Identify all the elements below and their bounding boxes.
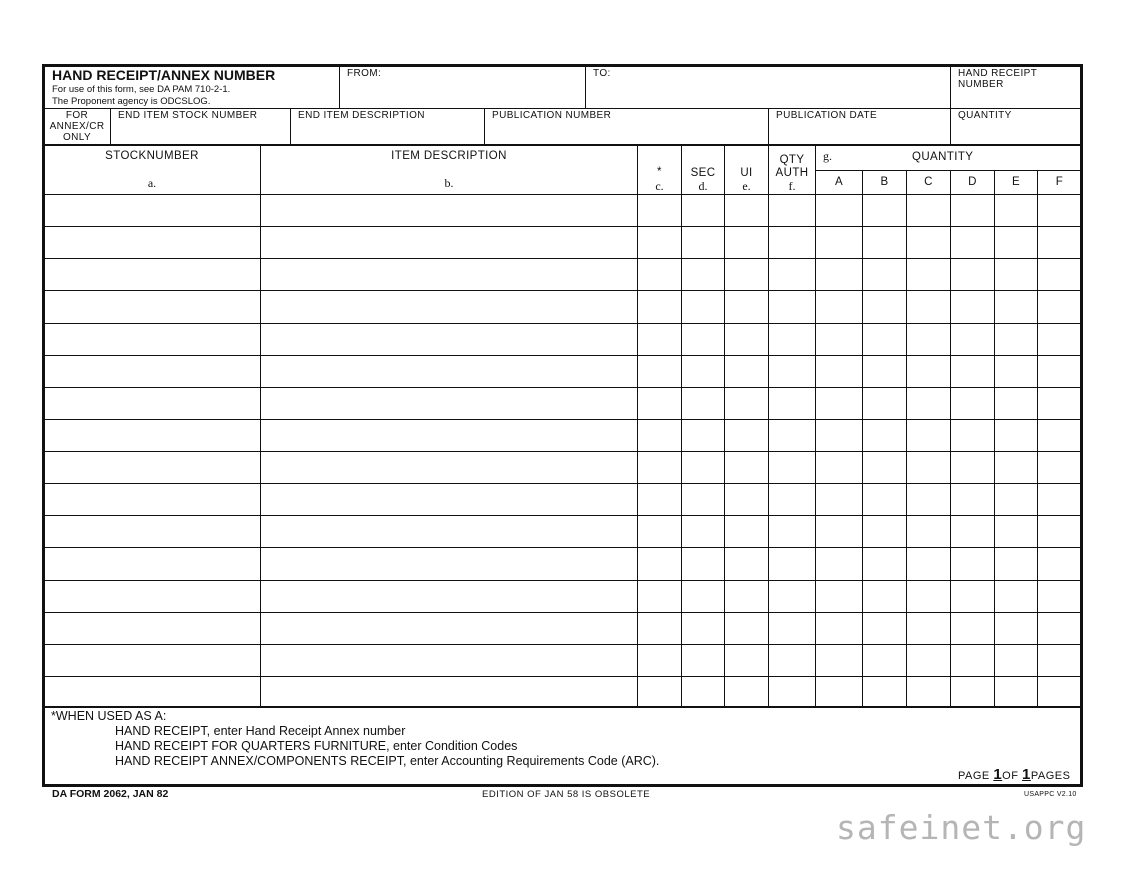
ui-cell[interactable] — [726, 357, 767, 385]
qty-a-cell[interactable] — [817, 196, 861, 224]
star-cell[interactable] — [639, 678, 680, 706]
star-cell[interactable] — [639, 260, 680, 288]
pages-word: PAGES — [1030, 770, 1071, 782]
stock-number-cell[interactable] — [45, 646, 259, 674]
page-total[interactable]: 1 — [1022, 766, 1031, 783]
ui-cell[interactable] — [726, 549, 767, 577]
qty-auth-cell[interactable] — [770, 389, 814, 417]
star-cell[interactable] — [639, 582, 680, 610]
qty-d-cell[interactable] — [952, 517, 993, 545]
sec-cell[interactable] — [683, 678, 723, 706]
qty-c-cell[interactable] — [908, 421, 949, 449]
qty-c-cell[interactable] — [908, 485, 949, 513]
qty-e-cell[interactable] — [996, 614, 1036, 642]
qty-b-cell[interactable] — [864, 614, 905, 642]
qty-b-cell[interactable] — [864, 517, 905, 545]
qty-auth-cell[interactable] — [770, 228, 814, 256]
qty-a-cell[interactable] — [817, 325, 861, 353]
watermark-text: safeinet.org — [836, 808, 1087, 847]
sec-cell[interactable] — [683, 485, 723, 513]
qty-auth-cell[interactable] — [770, 485, 814, 513]
stock-number-cell[interactable] — [45, 421, 259, 449]
qty-f-cell[interactable] — [1039, 389, 1079, 417]
hand-receipt-number-field[interactable] — [956, 92, 1078, 106]
qty-b-cell[interactable] — [864, 549, 905, 577]
star-cell[interactable] — [639, 357, 680, 385]
ui-cell[interactable] — [726, 260, 767, 288]
qty-e-cell[interactable] — [996, 582, 1036, 610]
sec-cell[interactable] — [683, 582, 723, 610]
qty-b-cell[interactable] — [864, 582, 905, 610]
qty-f-cell[interactable] — [1039, 421, 1079, 449]
qty-c-cell[interactable] — [908, 325, 949, 353]
qty-d-cell[interactable] — [952, 196, 993, 224]
stock-number-cell[interactable] — [45, 582, 259, 610]
qty-a-cell[interactable] — [817, 485, 861, 513]
qty-a-cell[interactable] — [817, 228, 861, 256]
qty-auth-cell[interactable] — [770, 517, 814, 545]
sec-letter: d. — [698, 179, 708, 193]
sec-cell[interactable] — [683, 646, 723, 674]
star-cell[interactable] — [639, 196, 680, 224]
qty-f-cell[interactable] — [1039, 549, 1079, 577]
stock-number-header: STOCKNUMBER — [105, 150, 199, 162]
of-word: OF — [1002, 770, 1019, 782]
qty-a-cell[interactable] — [817, 678, 861, 706]
from-field[interactable] — [345, 80, 581, 106]
star-cell[interactable] — [639, 453, 680, 481]
stock-number-cell[interactable] — [45, 453, 259, 481]
star-letter: c. — [655, 179, 664, 193]
for-label-line-1: FOR — [65, 110, 89, 121]
qty-a-cell[interactable] — [817, 357, 861, 385]
page-indicator — [958, 766, 1070, 783]
qty-b-cell[interactable] — [864, 260, 905, 288]
qty-c-cell[interactable] — [908, 196, 949, 224]
footer-note-line-1: HAND RECEIPT, enter Hand Receipt Annex number — [115, 724, 406, 738]
qty-a-cell[interactable] — [817, 389, 861, 417]
qty-c-cell[interactable] — [908, 678, 949, 706]
sec-cell[interactable] — [683, 196, 723, 224]
stock-number-cell[interactable] — [45, 485, 259, 513]
stock-number-cell[interactable] — [45, 196, 259, 224]
qty-f-cell[interactable] — [1039, 646, 1079, 674]
form-subtitle-2: The Proponent agency is ODCSLOG. — [52, 96, 211, 107]
item-description-cell[interactable] — [262, 485, 636, 513]
item-description-header: ITEM DESCRIPTION — [391, 150, 507, 162]
qty-d-cell[interactable] — [952, 325, 993, 353]
qty-a-cell[interactable] — [817, 549, 861, 577]
qty-f-cell[interactable] — [1039, 357, 1079, 385]
qty-c-cell[interactable] — [908, 228, 949, 256]
stock-number-cell[interactable] — [45, 228, 259, 256]
publication-date-label: PUBLICATION DATE — [776, 110, 878, 121]
star-cell[interactable] — [639, 421, 680, 449]
qty-d-cell[interactable] — [952, 646, 993, 674]
sec-cell[interactable] — [683, 421, 723, 449]
stock-number-cell[interactable] — [45, 389, 259, 417]
qty-d-cell[interactable] — [952, 485, 993, 513]
from-label: FROM: — [347, 68, 382, 79]
qty-auth-letter: f. — [788, 179, 796, 193]
form-title: HAND RECEIPT/ANNEX NUMBER — [52, 67, 276, 83]
qty-f-cell[interactable] — [1039, 325, 1079, 353]
qty-c-cell[interactable] — [908, 357, 949, 385]
qty-c-cell[interactable] — [908, 389, 949, 417]
page-number[interactable]: 1 — [993, 766, 1003, 783]
qty-c-cell[interactable] — [908, 614, 949, 642]
sec-cell[interactable] — [683, 292, 723, 320]
ui-cell[interactable] — [726, 517, 767, 545]
star-cell[interactable] — [639, 389, 680, 417]
star-cell[interactable] — [639, 228, 680, 256]
hand-receipt-number-label-2: NUMBER — [958, 79, 1004, 90]
qty-e-cell[interactable] — [996, 260, 1036, 288]
qty-f-cell[interactable] — [1039, 260, 1079, 288]
qty-auth-cell[interactable] — [770, 196, 814, 224]
qty-d-cell[interactable] — [952, 260, 993, 288]
page-word: PAGE — [958, 770, 990, 782]
qty-b-cell[interactable] — [864, 228, 905, 256]
qty-a-cell[interactable] — [817, 517, 861, 545]
stock-number-cell[interactable] — [45, 678, 259, 706]
qty-d-cell[interactable] — [952, 389, 993, 417]
qty-a-cell[interactable] — [817, 614, 861, 642]
qty-b-cell[interactable] — [864, 389, 905, 417]
qty-e-cell[interactable] — [996, 646, 1036, 674]
item-description-cell[interactable] — [262, 646, 636, 674]
qty-e-cell[interactable] — [996, 517, 1036, 545]
quantity-col-c: C — [924, 176, 933, 188]
qty-auth-cell[interactable] — [770, 260, 814, 288]
edition-notice: EDITION OF JAN 58 IS OBSOLETE — [482, 789, 651, 800]
qty-c-cell[interactable] — [908, 549, 949, 577]
quantity-field[interactable] — [956, 123, 1078, 141]
qty-auth-cell[interactable] — [770, 582, 814, 610]
qty-d-cell[interactable] — [952, 549, 993, 577]
sec-cell[interactable] — [683, 389, 723, 417]
qty-d-cell[interactable] — [952, 614, 993, 642]
quantity-label: QUANTITY — [958, 110, 1012, 121]
stock-number-cell[interactable] — [45, 292, 259, 320]
qty-e-cell[interactable] — [996, 357, 1036, 385]
item-description-cell[interactable] — [262, 357, 636, 385]
qty-b-cell[interactable] — [864, 421, 905, 449]
qty-e-cell[interactable] — [996, 453, 1036, 481]
form-subtitle-1: For use of this form, see DA PAM 710-2-1. — [52, 84, 231, 95]
qty-e-cell[interactable] — [996, 196, 1036, 224]
stock-number-cell[interactable] — [45, 325, 259, 353]
qty-auth-cell[interactable] — [770, 421, 814, 449]
item-description-cell[interactable] — [262, 614, 636, 642]
end-item-description-label: END ITEM DESCRIPTION — [298, 110, 425, 121]
stock-number-letter: a. — [147, 176, 157, 190]
star-cell[interactable] — [639, 646, 680, 674]
qty-f-cell[interactable] — [1039, 196, 1079, 224]
quantity-g-letter: g. — [823, 149, 832, 163]
item-description-cell[interactable] — [262, 325, 636, 353]
sec-cell[interactable] — [683, 549, 723, 577]
qty-c-cell[interactable] — [908, 292, 949, 320]
qty-e-cell[interactable] — [996, 228, 1036, 256]
ui-letter: e. — [742, 179, 751, 193]
star-cell[interactable] — [639, 485, 680, 513]
star-header: * — [657, 166, 662, 178]
qty-auth-cell[interactable] — [770, 646, 814, 674]
qty-auth-cell[interactable] — [770, 453, 814, 481]
qty-auth-header-1: QTY — [779, 154, 805, 166]
qty-b-cell[interactable] — [864, 357, 905, 385]
for-label-line-3: ONLY — [62, 132, 92, 143]
qty-auth-cell[interactable] — [770, 357, 814, 385]
ui-cell[interactable] — [726, 453, 767, 481]
qty-auth-cell[interactable] — [770, 614, 814, 642]
qty-b-cell[interactable] — [864, 453, 905, 481]
item-description-cell[interactable] — [262, 517, 636, 545]
sec-cell[interactable] — [683, 325, 723, 353]
star-cell[interactable] — [639, 292, 680, 320]
qty-auth-cell[interactable] — [770, 678, 814, 706]
footer-note-heading: *WHEN USED AS A: — [51, 709, 167, 723]
qty-b-cell[interactable] — [864, 325, 905, 353]
star-cell[interactable] — [639, 325, 680, 353]
qty-b-cell[interactable] — [864, 678, 905, 706]
qty-auth-header-2: AUTH — [775, 167, 809, 179]
to-field[interactable] — [591, 80, 946, 106]
sec-cell[interactable] — [683, 517, 723, 545]
item-description-cell[interactable] — [262, 678, 636, 706]
ui-cell[interactable] — [726, 678, 767, 706]
star-cell[interactable] — [639, 549, 680, 577]
quantity-col-e: E — [1011, 176, 1021, 188]
ui-cell[interactable] — [726, 325, 767, 353]
qty-d-cell[interactable] — [952, 453, 993, 481]
publication-number-field[interactable] — [490, 123, 764, 141]
qty-f-cell[interactable] — [1039, 453, 1079, 481]
qty-e-cell[interactable] — [996, 421, 1036, 449]
qty-f-cell[interactable] — [1039, 678, 1079, 706]
qty-c-cell[interactable] — [908, 453, 949, 481]
qty-f-cell[interactable] — [1039, 582, 1079, 610]
end-item-stock-number-field[interactable] — [116, 123, 286, 141]
qty-f-cell[interactable] — [1039, 292, 1079, 320]
item-description-letter: b. — [444, 176, 454, 190]
qty-auth-cell[interactable] — [770, 292, 814, 320]
qty-e-cell[interactable] — [996, 292, 1036, 320]
footer-note-line-3: HAND RECEIPT ANNEX/COMPONENTS RECEIPT, enter Accounting Requirements Code (ARC). — [115, 754, 660, 768]
ui-cell[interactable] — [726, 614, 767, 642]
for-annex-label — [44, 110, 110, 143]
qty-e-cell[interactable] — [996, 485, 1036, 513]
ui-cell[interactable] — [726, 485, 767, 513]
ui-cell[interactable] — [726, 389, 767, 417]
ui-cell[interactable] — [726, 582, 767, 610]
item-description-cell[interactable] — [262, 453, 636, 481]
qty-b-cell[interactable] — [864, 196, 905, 224]
qty-f-cell[interactable] — [1039, 228, 1079, 256]
qty-a-cell[interactable] — [817, 421, 861, 449]
ui-cell[interactable] — [726, 228, 767, 256]
publication-number-label: PUBLICATION NUMBER — [492, 110, 612, 121]
end-item-stock-number-label: END ITEM STOCK NUMBER — [118, 110, 258, 121]
qty-d-cell[interactable] — [952, 678, 993, 706]
star-cell[interactable] — [639, 614, 680, 642]
qty-d-cell[interactable] — [952, 357, 993, 385]
quantity-col-f: F — [1055, 176, 1064, 188]
qty-d-cell[interactable] — [952, 582, 993, 610]
qty-auth-cell[interactable] — [770, 325, 814, 353]
qty-f-cell[interactable] — [1039, 517, 1079, 545]
quantity-col-d: D — [968, 176, 977, 188]
qty-a-cell[interactable] — [817, 292, 861, 320]
quantity-col-a: A — [834, 176, 844, 188]
qty-c-cell[interactable] — [908, 646, 949, 674]
sec-cell[interactable] — [683, 228, 723, 256]
stock-number-cell[interactable] — [45, 517, 259, 545]
item-description-cell[interactable] — [262, 260, 636, 288]
stock-number-cell[interactable] — [45, 549, 259, 577]
end-item-description-field[interactable] — [296, 123, 480, 141]
qty-f-cell[interactable] — [1039, 485, 1079, 513]
ui-header: UI — [740, 167, 753, 179]
qty-e-cell[interactable] — [996, 325, 1036, 353]
qty-auth-cell[interactable] — [770, 549, 814, 577]
item-description-cell[interactable] — [262, 228, 636, 256]
qty-e-cell[interactable] — [996, 678, 1036, 706]
sec-cell[interactable] — [683, 357, 723, 385]
qty-b-cell[interactable] — [864, 485, 905, 513]
version-label: USAPPC V2.10 — [1024, 791, 1077, 798]
qty-d-cell[interactable] — [952, 228, 993, 256]
qty-a-cell[interactable] — [817, 260, 861, 288]
qty-a-cell[interactable] — [817, 453, 861, 481]
item-description-cell[interactable] — [262, 389, 636, 417]
qty-a-cell[interactable] — [817, 646, 861, 674]
qty-e-cell[interactable] — [996, 389, 1036, 417]
item-description-cell[interactable] — [262, 196, 636, 224]
sec-cell[interactable] — [683, 260, 723, 288]
item-description-cell[interactable] — [262, 549, 636, 577]
to-label: TO: — [593, 68, 611, 79]
qty-f-cell[interactable] — [1039, 614, 1079, 642]
publication-date-field[interactable] — [774, 123, 946, 141]
ui-cell[interactable] — [726, 646, 767, 674]
quantity-group-header: QUANTITY — [912, 151, 974, 163]
qty-e-cell[interactable] — [996, 549, 1036, 577]
qty-c-cell[interactable] — [908, 517, 949, 545]
item-description-cell[interactable] — [262, 421, 636, 449]
qty-a-cell[interactable] — [817, 582, 861, 610]
qty-c-cell[interactable] — [908, 260, 949, 288]
qty-b-cell[interactable] — [864, 646, 905, 674]
qty-c-cell[interactable] — [908, 582, 949, 610]
qty-b-cell[interactable] — [864, 292, 905, 320]
item-description-cell[interactable] — [262, 292, 636, 320]
sec-cell[interactable] — [683, 614, 723, 642]
ui-cell[interactable] — [726, 196, 767, 224]
qty-d-cell[interactable] — [952, 292, 993, 320]
stock-number-cell[interactable] — [45, 260, 259, 288]
form-id: DA FORM 2062, JAN 82 — [52, 788, 169, 800]
star-cell[interactable] — [639, 517, 680, 545]
footer-note-line-2: HAND RECEIPT FOR QUARTERS FURNITURE, enter Condition Codes — [115, 739, 518, 753]
hand-receipt-number-label-1: HAND RECEIPT — [958, 68, 1038, 79]
stock-number-cell[interactable] — [45, 614, 259, 642]
for-label-line-2: ANNEX/CR — [49, 121, 105, 132]
stock-number-cell[interactable] — [45, 357, 259, 385]
quantity-col-b: B — [880, 176, 889, 188]
sec-header: SEC — [690, 167, 716, 179]
ui-cell[interactable] — [726, 292, 767, 320]
item-description-cell[interactable] — [262, 582, 636, 610]
sec-cell[interactable] — [683, 453, 723, 481]
ui-cell[interactable] — [726, 421, 767, 449]
qty-d-cell[interactable] — [952, 421, 993, 449]
